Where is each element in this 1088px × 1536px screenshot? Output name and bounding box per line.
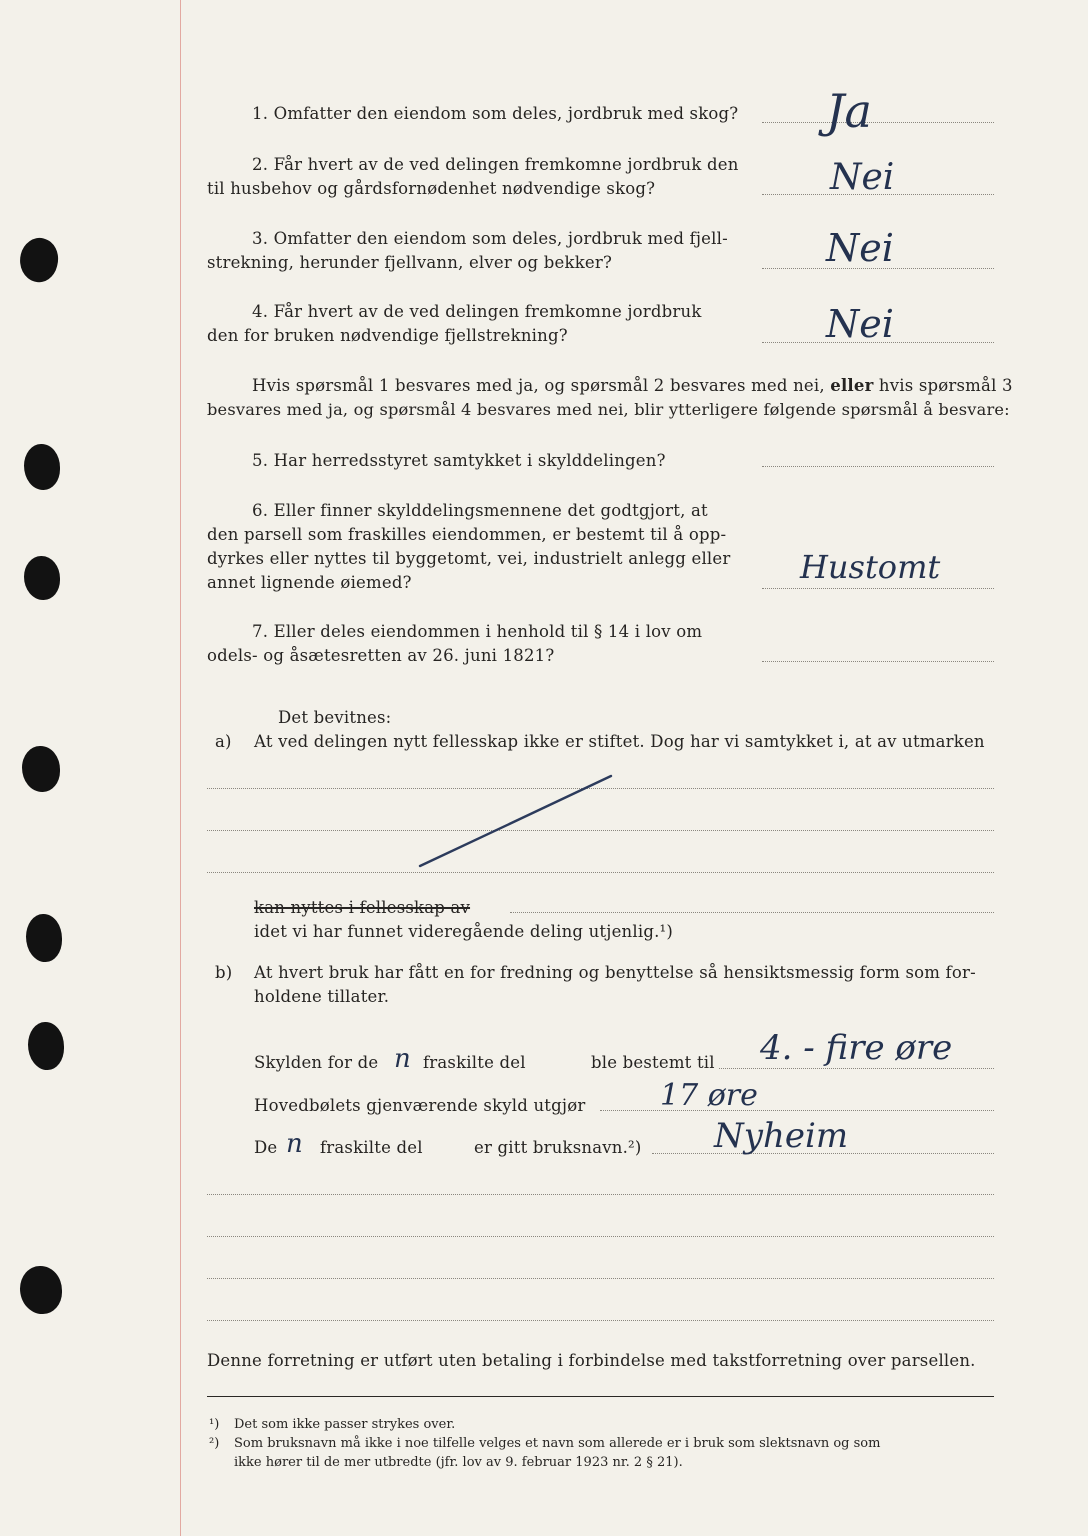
fill-line	[719, 1068, 994, 1069]
attest-b-label: b)	[215, 963, 233, 982]
question-1-text: 1. Omfatter den eiendom som deles, jordbruk med skog?	[252, 104, 739, 123]
question-2-text: 2. Får hvert av de ved delingen fremkomne jordbruk den	[252, 155, 739, 174]
condition-emphasis: eller	[830, 376, 874, 395]
question-4-text: den for bruken nødvendige fjellstrekning?	[207, 326, 568, 345]
question-2-answer: Nei	[830, 157, 895, 198]
assessment-label: er gitt bruksnavn.²)	[474, 1138, 642, 1157]
assessment-label: Skylden for de	[254, 1053, 379, 1072]
footnote-mark: ²)	[209, 1436, 220, 1451]
footnote-mark: ¹)	[209, 1417, 220, 1432]
fill-line	[510, 912, 994, 913]
assessment-label: Hovedbølets gjenværende skyld utgjør	[254, 1096, 586, 1115]
attest-a-label: a)	[215, 732, 232, 751]
assessment-label: fraskilte del	[423, 1053, 526, 1072]
question-6-answer: Hustomt	[800, 548, 941, 586]
question-6-text: 6. Eller finner skylddelingsmennene det godtgjort, at	[252, 501, 708, 520]
condition-text: hvis spørsmål 3	[873, 376, 1013, 395]
struck-text: kan nyttes i fellesskap av	[254, 898, 471, 917]
question-4-text: 4. Får hvert av de ved delingen fremkomne jordbruk	[252, 302, 702, 321]
assessment-label: De	[254, 1138, 278, 1157]
question-3-text: strekning, herunder fjellvann, elver og bekker?	[207, 253, 612, 272]
question-7-text: odels- og åsætesretten av 26. juni 1821?	[207, 646, 555, 665]
question-7-text: 7. Eller deles eiendommen i henhold til § 14 i lov om	[252, 622, 703, 641]
fill-line	[207, 1236, 994, 1237]
assessment-answer: 17 øre	[660, 1078, 758, 1113]
question-3-text: 3. Omfatter den eiendom som deles, jordbruk med fjell-	[252, 229, 728, 248]
footnote-2: Som bruksnavn må ikke i noe tilfelle velges et navn som allerede er i bruk som slektsnavn og som	[234, 1436, 881, 1451]
attest-b-text: At hvert bruk har fått en for fredning og benyttelse så hensiktsmessig form som for-	[254, 963, 976, 982]
attest-a-end: idet vi har funnet videregående deling utjenlig.¹)	[254, 922, 673, 941]
condition-paragraph: besvares med ja, og spørsmål 4 besvares med nei, blir ytterligere følgende spørsmål å besvare:	[207, 400, 1010, 419]
assessment-fill: n	[286, 1129, 303, 1159]
assessment-answer: Nyheim	[714, 1116, 849, 1156]
question-2-text: til husbehov og gårdsfornødenhet nødvendige skog?	[207, 179, 656, 198]
condition-text: Hvis spørsmål 1 besvares med ja, og spørsmål 2 besvares med nei,	[252, 376, 831, 395]
attest-heading: Det bevitnes:	[278, 708, 392, 727]
attest-b-text: holdene tillater.	[254, 987, 390, 1006]
closing-statement: Denne forretning er utført uten betaling i forbindelse med takstforretning over parsellen.	[207, 1351, 976, 1370]
question-4-answer: Nei	[826, 302, 894, 346]
attest-a-text: At ved delingen nytt fellesskap ikke er stiftet. Dog har vi samtykket i, at av utmarken	[254, 732, 985, 751]
fill-line	[207, 1278, 994, 1279]
question-5-text: 5. Har herredsstyret samtykket i skylddelingen?	[252, 451, 666, 470]
question-3-answer: Nei	[826, 226, 894, 270]
fill-line	[207, 1194, 994, 1195]
footnote-1: Det som ikke passer strykes over.	[234, 1417, 456, 1432]
footnote-divider	[207, 1396, 994, 1397]
assessment-label: ble bestemt til	[591, 1053, 715, 1072]
footnote-2: ikke hører til de mer utbredte (jfr. lov av 9. februar 1923 nr. 2 § 21).	[234, 1455, 683, 1470]
question-6-text: dyrkes eller nyttes til byggetomt, vei, industrielt anlegg eller	[207, 549, 731, 568]
question-1-answer: Ja	[826, 84, 872, 138]
assessment-label: fraskilte del	[320, 1138, 423, 1157]
question-6-text: den parsell som fraskilles eiendommen, er bestemt til å opp-	[207, 525, 727, 544]
assessment-fill: n	[394, 1044, 411, 1074]
question-6-text: annet lignende øiemed?	[207, 573, 412, 592]
assessment-answer: 4. - fire øre	[760, 1028, 953, 1068]
fill-line	[207, 1320, 994, 1321]
